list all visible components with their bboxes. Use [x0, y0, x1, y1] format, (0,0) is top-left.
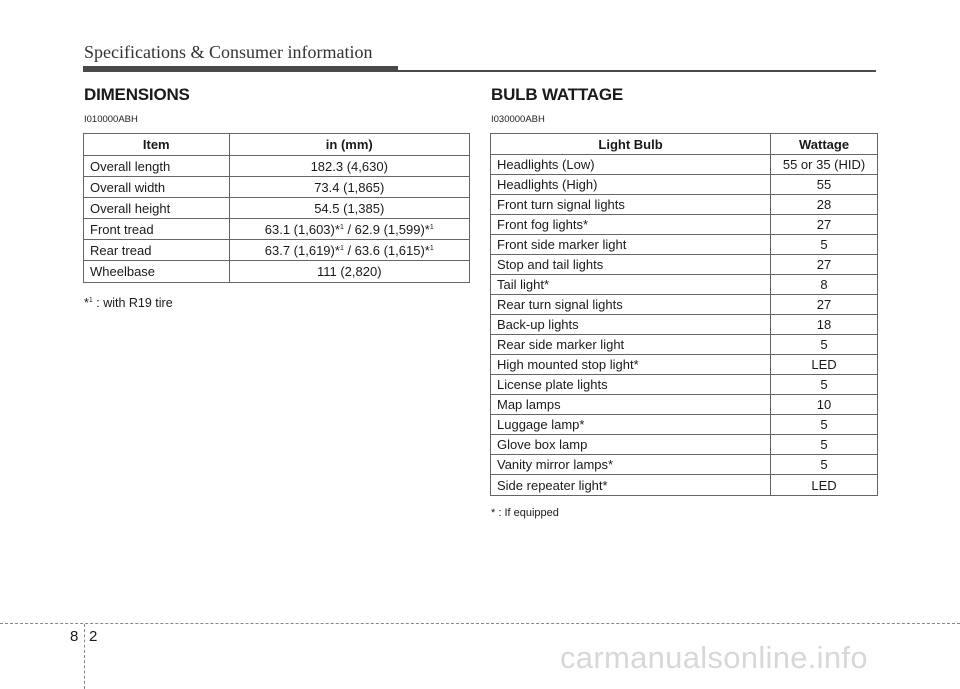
dimension-value: 182.3 (4,630): [229, 156, 469, 177]
dimension-item: Rear tread: [84, 240, 230, 261]
dimension-item: Overall length: [84, 156, 230, 177]
bulb-name: Headlights (Low): [491, 155, 771, 175]
footnote-text: : with R19 tire: [92, 296, 173, 310]
footer-vertical-divider: [84, 624, 85, 689]
table-row: [491, 295, 878, 315]
dimension-item: Overall width: [84, 177, 230, 198]
bulb-wattage: 10: [771, 395, 878, 415]
bulb-wattage: 55: [771, 175, 878, 195]
dimensions-code: I010000ABH: [84, 114, 138, 125]
bulb-wattage: 5: [771, 435, 878, 455]
header-rule-thin: [398, 70, 876, 72]
table-row: [84, 219, 470, 240]
dimensions-heading: DIMENSIONS: [84, 85, 190, 104]
footnote-mark: *: [84, 296, 89, 310]
bulb-wattage: LED: [771, 355, 878, 375]
bulb-wattage: 5: [771, 415, 878, 435]
table-row: [491, 255, 878, 275]
table-row: [491, 215, 878, 235]
superscript-1: 1: [339, 223, 344, 231]
table-row: [491, 395, 878, 415]
table-row: [84, 198, 470, 219]
dimension-value: 54.5 (1,385): [229, 198, 469, 219]
bulb-wattage: 5: [771, 335, 878, 355]
table-row: [491, 235, 878, 255]
value-part-b: / 63.6 (1,615)*: [343, 242, 430, 258]
section-title: Specifications & Consumer information: [84, 42, 373, 62]
bulb-wattage: 27: [771, 295, 878, 315]
table-row: [491, 375, 878, 395]
bulb-name: Glove box lamp: [491, 435, 771, 455]
bulbs-header-row: [491, 134, 878, 155]
bulb-wattage-code: I030000ABH: [491, 114, 545, 125]
dimension-value: [229, 240, 469, 261]
bulb-name: Tail light*: [491, 275, 771, 295]
bulb-wattage-table: [490, 133, 878, 496]
table-row: [491, 195, 878, 215]
column-header-wattage: Wattage: [771, 134, 878, 155]
bulb-wattage: 5: [771, 455, 878, 475]
table-row: [491, 475, 878, 496]
bulb-wattage: 27: [771, 255, 878, 275]
column-header-value: in (mm): [229, 134, 469, 156]
table-row: [491, 315, 878, 335]
bulb-name: Back-up lights: [491, 315, 771, 335]
header-rule-thick: [83, 66, 398, 72]
page-chapter: 8: [70, 628, 79, 645]
dimension-value: 73.4 (1,865): [229, 177, 469, 198]
bulb-name: Luggage lamp*: [491, 415, 771, 435]
bulb-wattage: LED: [771, 475, 878, 496]
value-part-b: / 62.9 (1,599)*: [343, 221, 430, 237]
bulb-name: Rear side marker light: [491, 335, 771, 355]
bulb-wattage: 18: [771, 315, 878, 335]
dimensions-table: [83, 133, 470, 283]
bulb-wattage: 28: [771, 195, 878, 215]
bulb-wattage: 5: [771, 375, 878, 395]
bulb-wattage-heading: BULB WATTAGE: [491, 85, 624, 104]
table-row: [84, 177, 470, 198]
table-row: [491, 155, 878, 175]
watermark: carmanualsonline.info: [560, 640, 868, 675]
value-part-a: 63.7 (1,619)*: [264, 242, 340, 258]
dimension-item: Wheelbase: [84, 261, 230, 283]
footer-divider: [0, 623, 960, 624]
bulb-name: Front turn signal lights: [491, 195, 771, 215]
bulb-name: License plate lights: [491, 375, 771, 395]
table-row: [84, 240, 470, 261]
value-part-a: 63.1 (1,603)*: [264, 221, 340, 237]
table-row: [491, 335, 878, 355]
dimension-value: 111 (2,820): [229, 261, 469, 283]
superscript-1: 1: [88, 297, 93, 304]
table-row: [491, 175, 878, 195]
bulb-name: Stop and tail lights: [491, 255, 771, 275]
superscript-1: 1: [429, 223, 434, 231]
bulb-name: Rear turn signal lights: [491, 295, 771, 315]
column-header-item: Item: [84, 134, 230, 156]
table-row: [491, 455, 878, 475]
bulbs-footnote: * : If equipped: [491, 507, 559, 519]
table-row: [491, 415, 878, 435]
page-number: 2: [89, 628, 98, 645]
table-row: [84, 156, 470, 177]
bulb-wattage: 8: [771, 275, 878, 295]
bulb-name: Front fog lights*: [491, 215, 771, 235]
dimension-item: Overall height: [84, 198, 230, 219]
bulb-name: Front side marker light: [491, 235, 771, 255]
bulb-wattage: 27: [771, 215, 878, 235]
superscript-1: 1: [339, 244, 344, 252]
table-row: [491, 355, 878, 375]
bulb-name: Side repeater light*: [491, 475, 771, 496]
bulb-wattage: 5: [771, 235, 878, 255]
dimension-item: Front tread: [84, 219, 230, 240]
table-row: [491, 435, 878, 455]
table-row: [84, 261, 470, 283]
bulb-name: Headlights (High): [491, 175, 771, 195]
table-row: [491, 275, 878, 295]
bulb-name: Vanity mirror lamps*: [491, 455, 771, 475]
dimensions-header-row: [84, 134, 470, 156]
column-header-bulb: Light Bulb: [491, 134, 771, 155]
dimension-value: [229, 219, 469, 240]
superscript-1: 1: [429, 244, 434, 252]
dimensions-footnote: [84, 296, 173, 310]
bulb-name: Map lamps: [491, 395, 771, 415]
bulb-name: High mounted stop light*: [491, 355, 771, 375]
bulb-wattage: 55 or 35 (HID): [771, 155, 878, 175]
